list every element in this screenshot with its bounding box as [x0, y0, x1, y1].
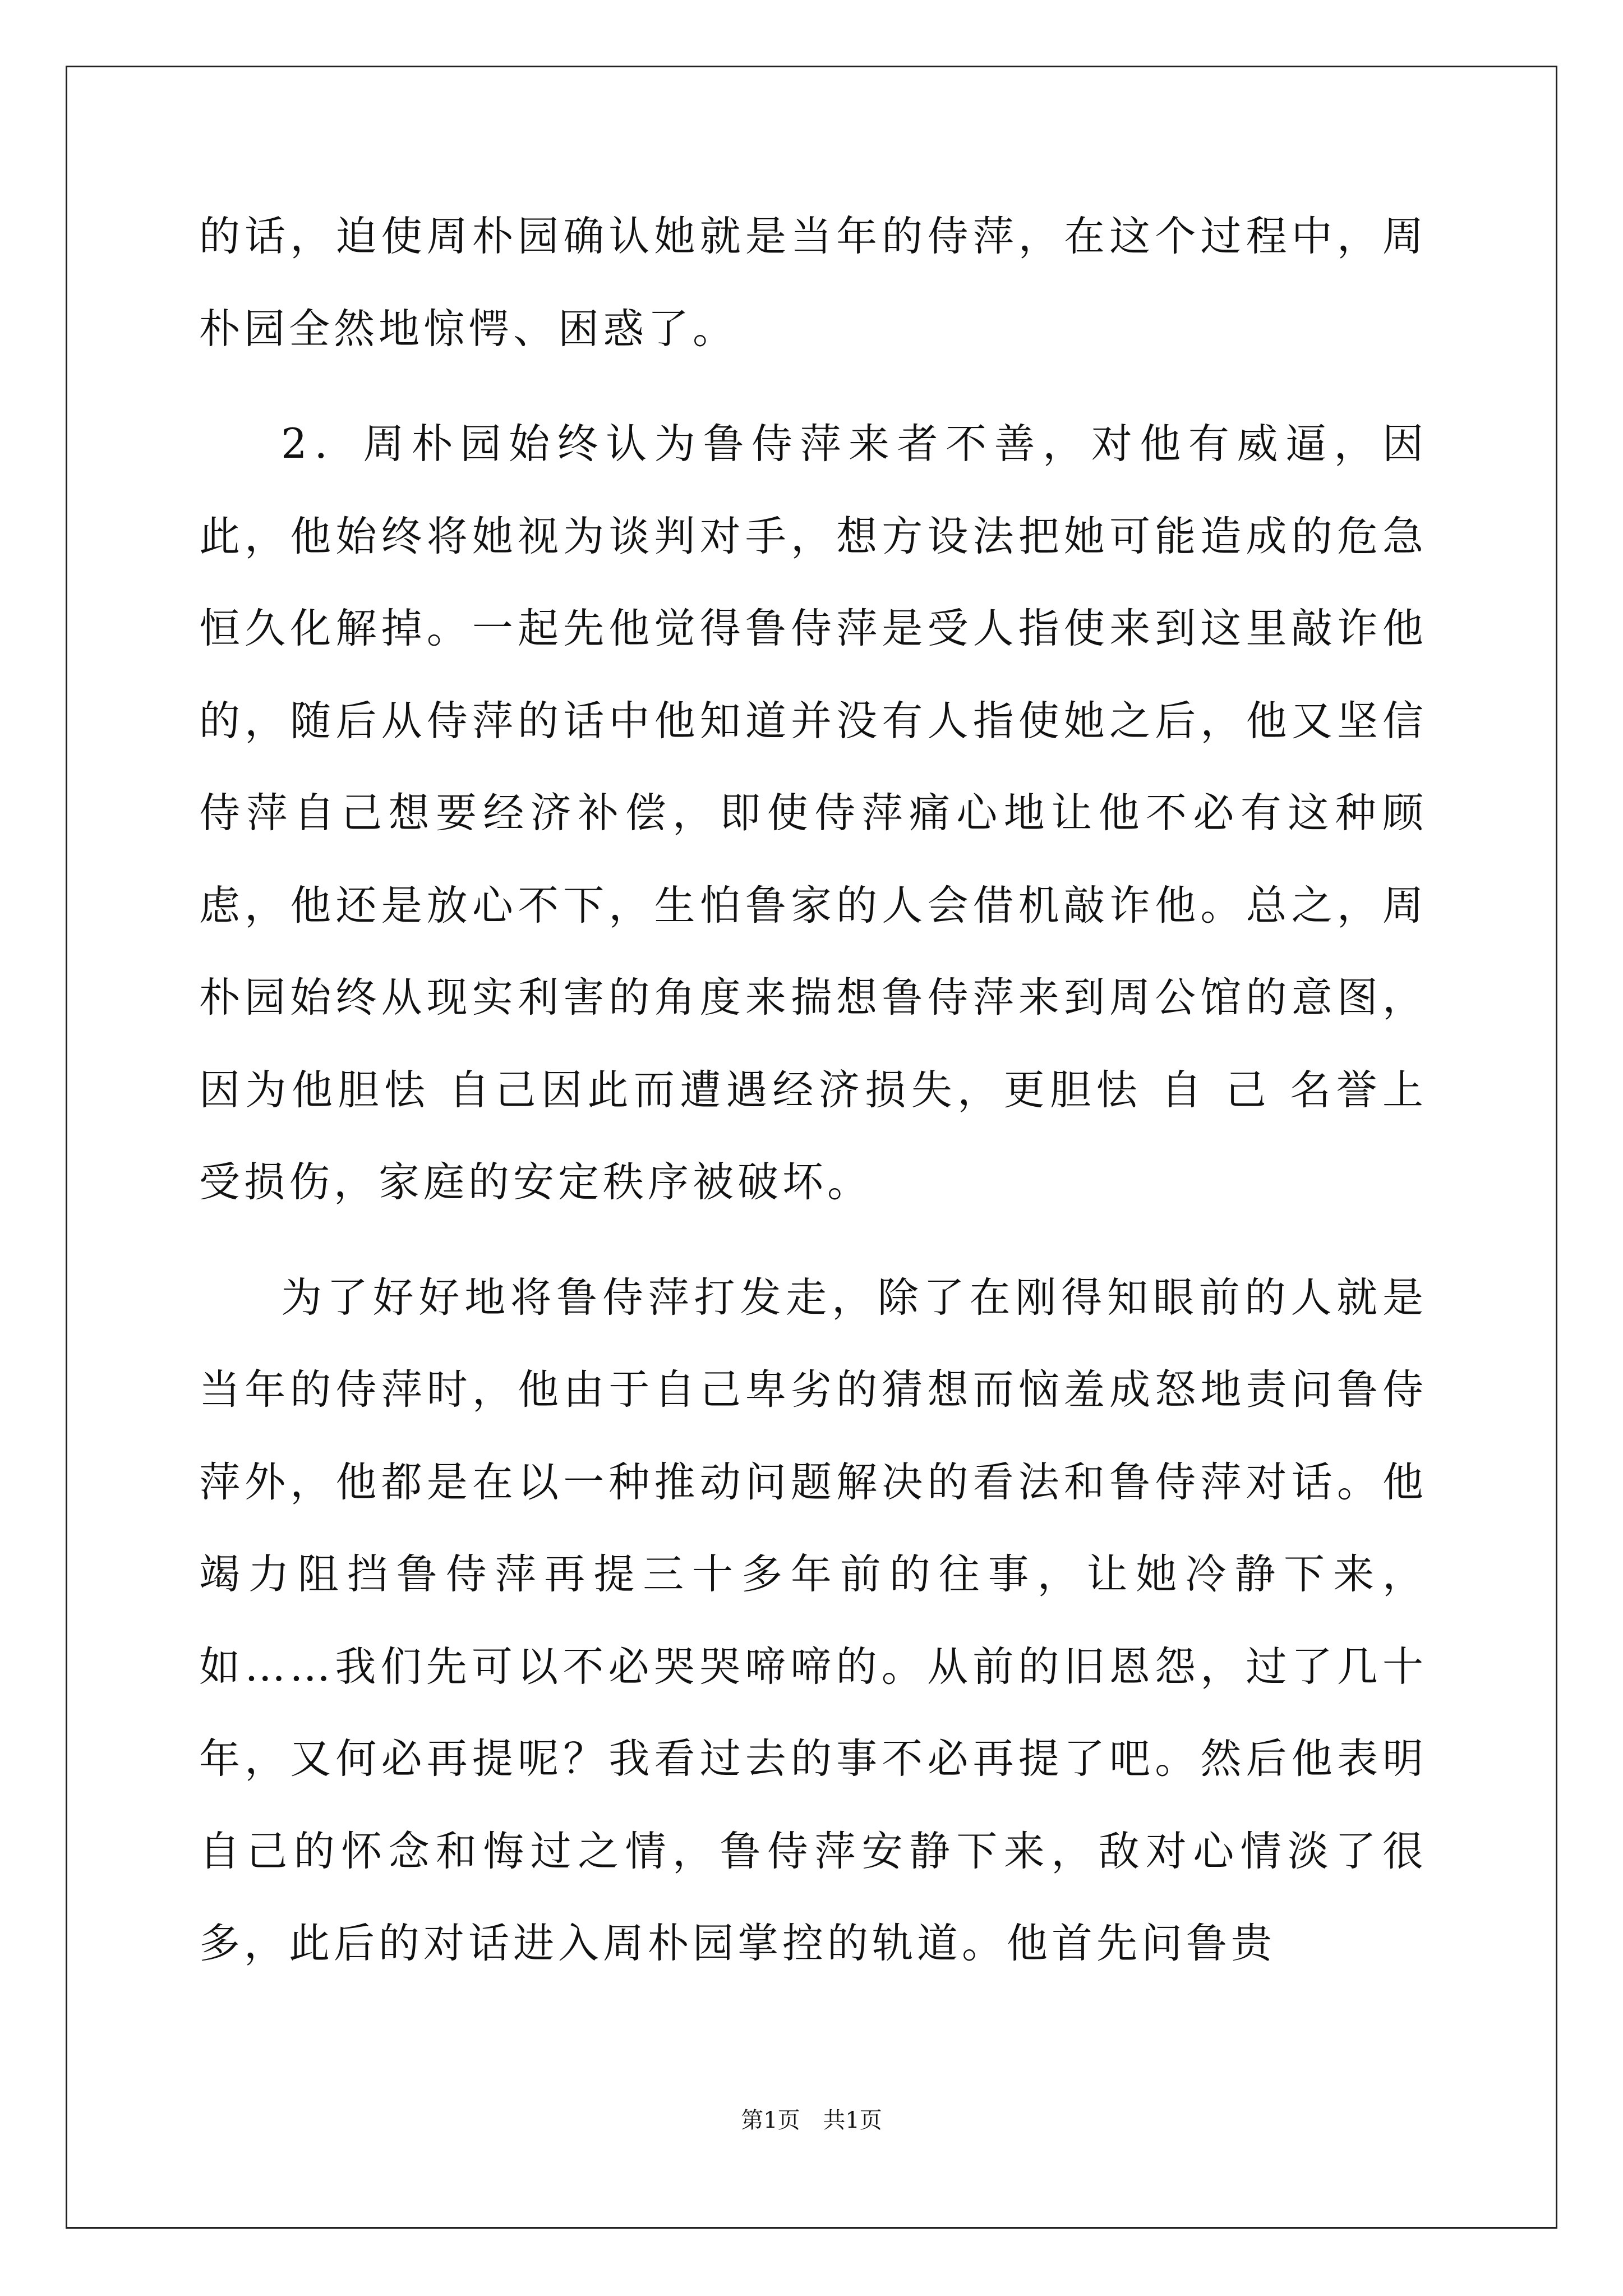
page-number: 第1页 [741, 2108, 800, 2133]
page-total: 共1页 [823, 2108, 882, 2133]
page-footer [0, 2106, 1623, 2134]
paragraph-continuation: 的话，迫使周朴园确认她就是当年的侍萍，在这个过程中，周朴园全然地惊愕、困惑了。 [199, 213, 1427, 353]
paragraph-dialogue-analysis: 为了好好地将鲁侍萍打发走，除了在刚得知眼前的人就是当年的侍萍时，他由于自己卑劣的猜想而恼羞成怒地责问鲁侍萍外，他都是在以一种推动问题解决的看法和鲁侍萍对话。他竭力阻挡鲁侍萍再提三十多年前的往事，让她冷静下来，如……我们先可以不必哭哭啼啼的。从前的旧恩怨，过了几十年，又何必再提呢？我看过去的事不必再提了吧。然后他表明自己的怀念和悔过之情，鲁侍萍安静下来，敌对心情淡了很多，此后的对话进入周朴园掌控的轨道。他首先问鲁贵 [199, 1273, 1427, 1967]
paragraph-point-2: 2．周朴园始终认为鲁侍萍来者不善，对他有威逼，因此，他始终将她视为谈判对手，想方设法把她可能造成的危急恒久化解掉。一起先他觉得鲁侍萍是受人指使来到这里敲诈他的，随后从侍萍的话中他知道并没有人指使她之后，他又坚信侍萍自己想要经济补偿，即使侍萍痛心地让他不必有这种顾虑，他还是放心不下，生怕鲁家的人会借机敲诈他。总之，周朴园始终从现实利害的角度来揣想鲁侍萍来到周公馆的意图，因为他胆怯 自己因此而遭遇经济损失，更胆怯 自 己 名誉上受损伤，家庭的安定秩序被破坏。 [199, 420, 1427, 1206]
document-body [199, 191, 1427, 1990]
